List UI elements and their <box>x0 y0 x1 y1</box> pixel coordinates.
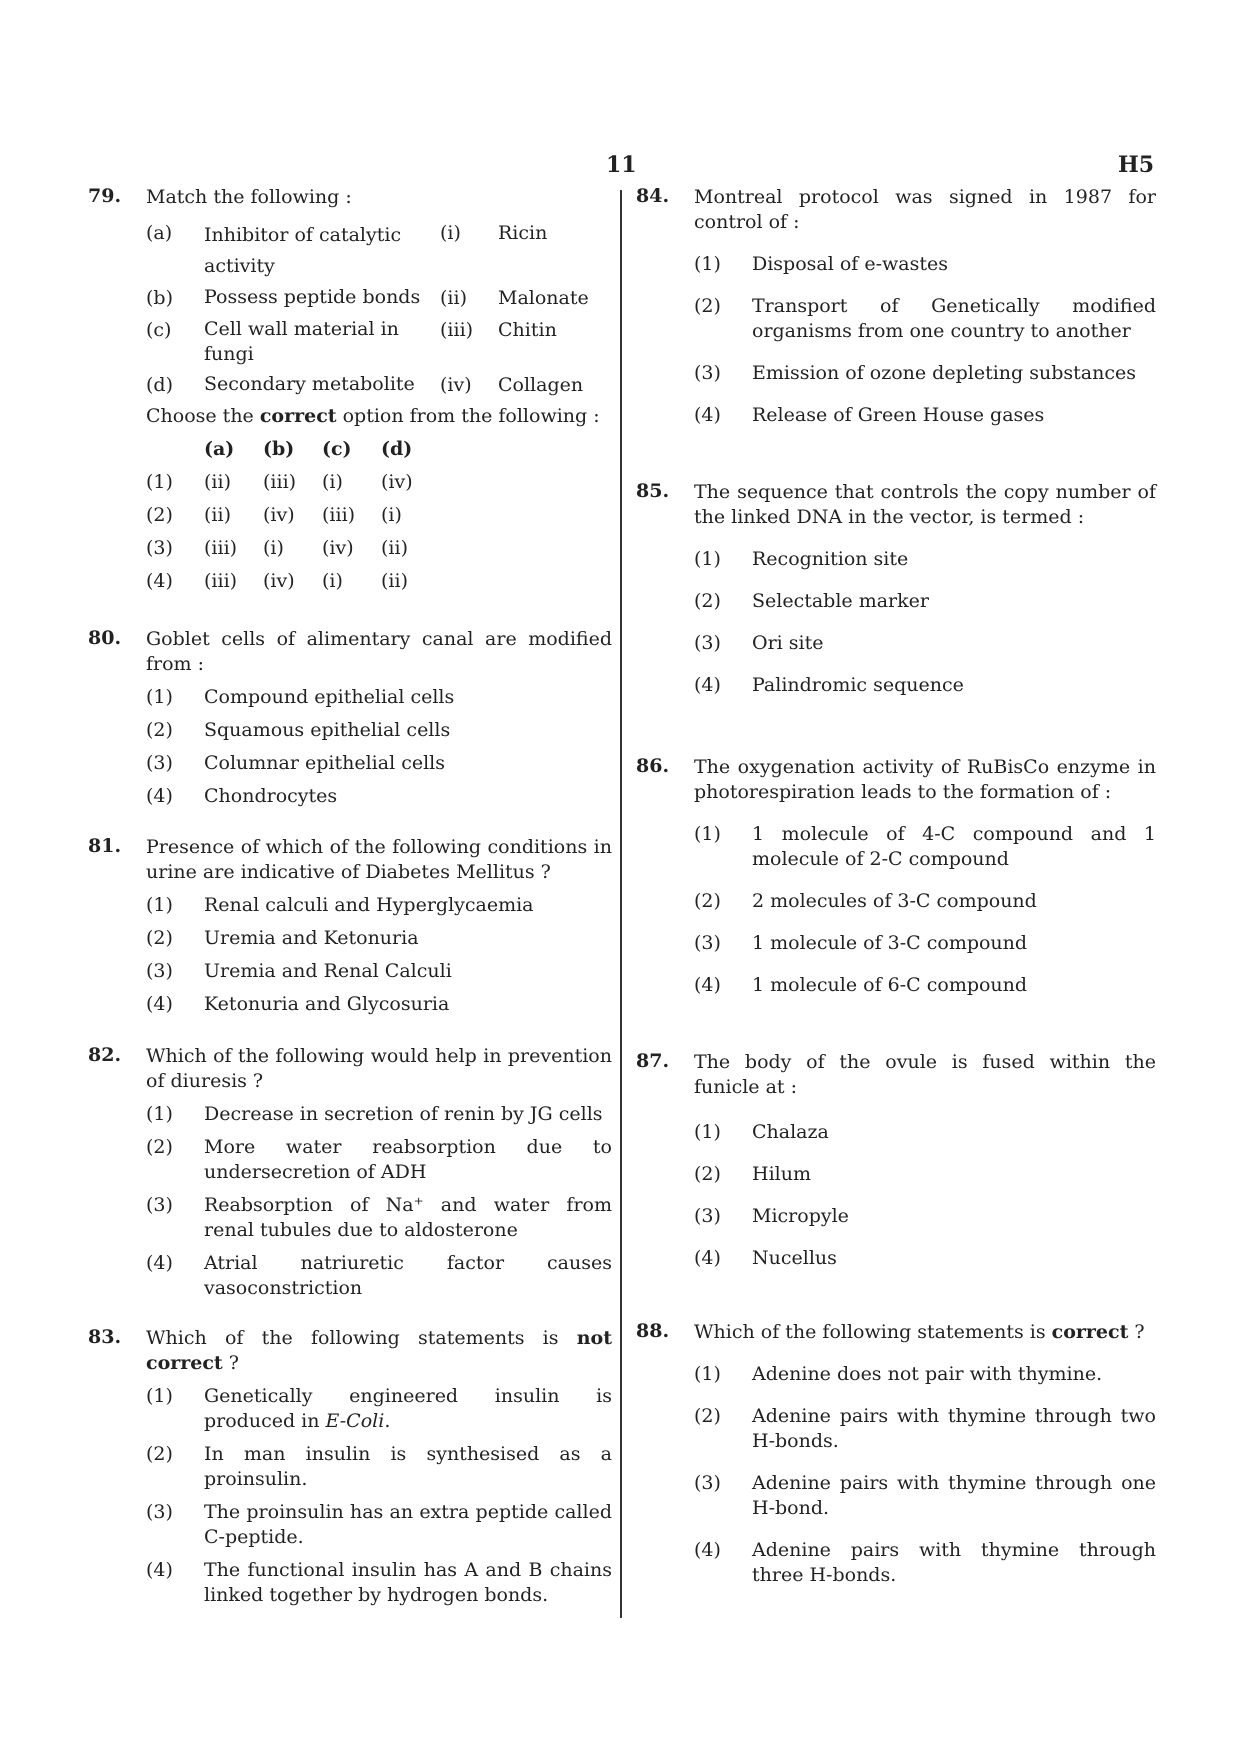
question-number: 83. <box>88 1326 122 1348</box>
match-value: Ricin <box>498 222 548 244</box>
question-number: 80. <box>88 627 122 649</box>
answer-option-4[interactable]: (4) (iii) (iv) (i) (ii) <box>146 570 408 592</box>
option-2[interactable]: (2) Transport of Genetically modified organisms from one country to another <box>694 295 1156 342</box>
question-text: The oxygenation activity of RuBisCo enzyme in photorespiration leads to the formation of : <box>694 756 1156 803</box>
option-4[interactable]: (4) Nucellus <box>694 1247 837 1269</box>
question-number: 88. <box>636 1320 670 1342</box>
column-divider <box>620 190 622 1618</box>
question-text: The body of the ovule is fused within the funicle at : <box>694 1051 1156 1098</box>
question-number: 84. <box>636 185 670 207</box>
question-number: 79. <box>88 185 122 207</box>
question-text: Which of the following statements is not correct ? <box>146 1327 612 1374</box>
match-item: Possess peptide bonds <box>204 286 421 308</box>
question-text: Presence of which of the following conditions in urine are indicative of Diabetes Mellitus ? <box>146 836 612 883</box>
match-item: Secondary metabolite <box>204 373 415 395</box>
option-4[interactable]: (4) Palindromic sequence <box>694 674 964 696</box>
option-3[interactable]: (3) Emission of ozone depleting substances <box>694 362 1136 384</box>
match-value: Malonate <box>498 287 589 309</box>
option-3[interactable]: (3) The proinsulin has an extra peptide called C-peptide. <box>146 1501 612 1548</box>
question-82 <box>88 1044 612 1301</box>
match-number: (iii) <box>440 319 474 341</box>
match-value: Chitin <box>498 319 557 341</box>
match-label: (d) <box>146 374 173 396</box>
question-number: 87. <box>636 1050 670 1072</box>
question-number: 82. <box>88 1044 122 1066</box>
option-2[interactable]: (2) Hilum <box>694 1163 811 1185</box>
option-4[interactable]: (4) Adenine pairs with thymine through three H-bonds. <box>694 1539 1156 1586</box>
match-row <box>146 285 612 312</box>
option-3[interactable]: (3) Ori site <box>694 632 824 654</box>
question-text: Match the following : <box>146 186 352 208</box>
answer-option-1[interactable]: (1) (ii) (iii) (i) (iv) <box>146 471 413 493</box>
match-number: (i) <box>440 222 461 244</box>
question-text: Which of the following statements is correct ? <box>694 1321 1145 1343</box>
option-1[interactable]: (1) Disposal of e-wastes <box>694 253 949 275</box>
question-81 <box>88 835 612 1017</box>
option-3[interactable]: (3) Reabsorption of Na⁺ and water from renal tubules due to aldosterone <box>146 1194 612 1241</box>
answer-option-2[interactable]: (2) (ii) (iv) (iii) (i) <box>146 504 402 526</box>
option-1[interactable]: (1) Decrease in secretion of renin by JG cells <box>146 1103 603 1125</box>
option-4[interactable]: (4) Ketonuria and Glycosuria <box>146 993 450 1015</box>
question-number: 81. <box>88 835 122 857</box>
option-3[interactable]: (3) Adenine pairs with thymine through one H-bond. <box>694 1472 1156 1519</box>
option-2[interactable]: (2) 2 molecules of 3-C compound <box>694 890 1037 912</box>
question-83 <box>88 1326 612 1608</box>
option-3[interactable]: (3) 1 molecule of 3-C compound <box>694 932 1028 954</box>
option-1[interactable]: (1) Genetically engineered insulin is produced in E-Coli. <box>146 1385 612 1432</box>
option-1[interactable]: (1) Compound epithelial cells <box>146 686 455 708</box>
option-1[interactable]: (1) Renal calculi and Hyperglycaemia <box>146 894 534 916</box>
choose-instruction: Choose the correct option from the following : <box>146 405 600 427</box>
option-1[interactable]: (1) Recognition site <box>694 548 909 570</box>
question-79 <box>88 185 612 595</box>
option-3[interactable]: (3) Columnar epithelial cells <box>146 752 445 774</box>
match-item: Cell wall material in fungi <box>204 318 399 365</box>
question-number: 85. <box>636 480 670 502</box>
match-number: (ii) <box>440 287 467 309</box>
question-86 <box>636 755 1156 998</box>
option-4[interactable]: (4) Release of Green House gases <box>694 404 1045 426</box>
answer-option-3[interactable]: (3) (iii) (i) (iv) (ii) <box>146 537 408 559</box>
option-4[interactable]: (4) Atrial natriuretic factor causes vasoconstriction <box>146 1252 612 1299</box>
option-3[interactable]: (3) Uremia and Renal Calculi <box>146 960 452 982</box>
match-row <box>146 372 612 399</box>
question-87 <box>636 1050 1156 1271</box>
option-2[interactable]: (2) Uremia and Ketonuria <box>146 927 419 949</box>
question-text: Goblet cells of alimentary canal are modified from : <box>146 628 612 675</box>
match-item: Inhibitor of catalytic activity <box>204 224 402 277</box>
match-row <box>146 220 612 282</box>
page-number: 11 <box>606 152 637 178</box>
option-1[interactable]: (1) Chalaza <box>694 1121 829 1143</box>
option-1[interactable]: (1) Adenine does not pair with thymine. <box>694 1363 1103 1385</box>
option-2[interactable]: (2) More water reabsorption due to undersecretion of ADH <box>146 1136 612 1183</box>
answer-header: (a) (b) (c) (d) <box>204 438 413 460</box>
match-row <box>146 317 612 367</box>
option-2[interactable]: (2) Adenine pairs with thymine through two H-bonds. <box>694 1405 1156 1452</box>
match-number: (iv) <box>440 374 472 396</box>
question-80 <box>88 627 612 809</box>
option-2[interactable]: (2) Squamous epithelial cells <box>146 719 451 741</box>
question-number: 86. <box>636 755 670 777</box>
option-3[interactable]: (3) Micropyle <box>694 1205 849 1227</box>
option-2[interactable]: (2) In man insulin is synthesised as a proinsulin. <box>146 1443 612 1490</box>
question-text: Montreal protocol was signed in 1987 for control of : <box>694 186 1156 233</box>
option-1[interactable]: (1) 1 molecule of 4-C compound and 1 molecule of 2-C compound <box>694 823 1156 870</box>
match-label: (c) <box>146 319 172 341</box>
match-label: (a) <box>146 222 173 244</box>
option-4[interactable]: (4) The functional insulin has A and B chains linked together by hydrogen bonds. <box>146 1559 612 1606</box>
option-4[interactable]: (4) 1 molecule of 6-C compound <box>694 974 1028 996</box>
paper-code: H5 <box>1118 152 1155 178</box>
question-84 <box>636 185 1156 428</box>
question-88 <box>636 1320 1156 1588</box>
match-label: (b) <box>146 287 173 309</box>
option-2[interactable]: (2) Selectable marker <box>694 590 929 612</box>
question-text: The sequence that controls the copy number of the linked DNA in the vector, is termed : <box>694 481 1156 528</box>
match-value: Collagen <box>498 374 584 396</box>
option-4[interactable]: (4) Chondrocytes <box>146 785 338 807</box>
question-85 <box>636 480 1156 698</box>
question-text: Which of the following would help in prevention of diuresis ? <box>146 1045 612 1092</box>
